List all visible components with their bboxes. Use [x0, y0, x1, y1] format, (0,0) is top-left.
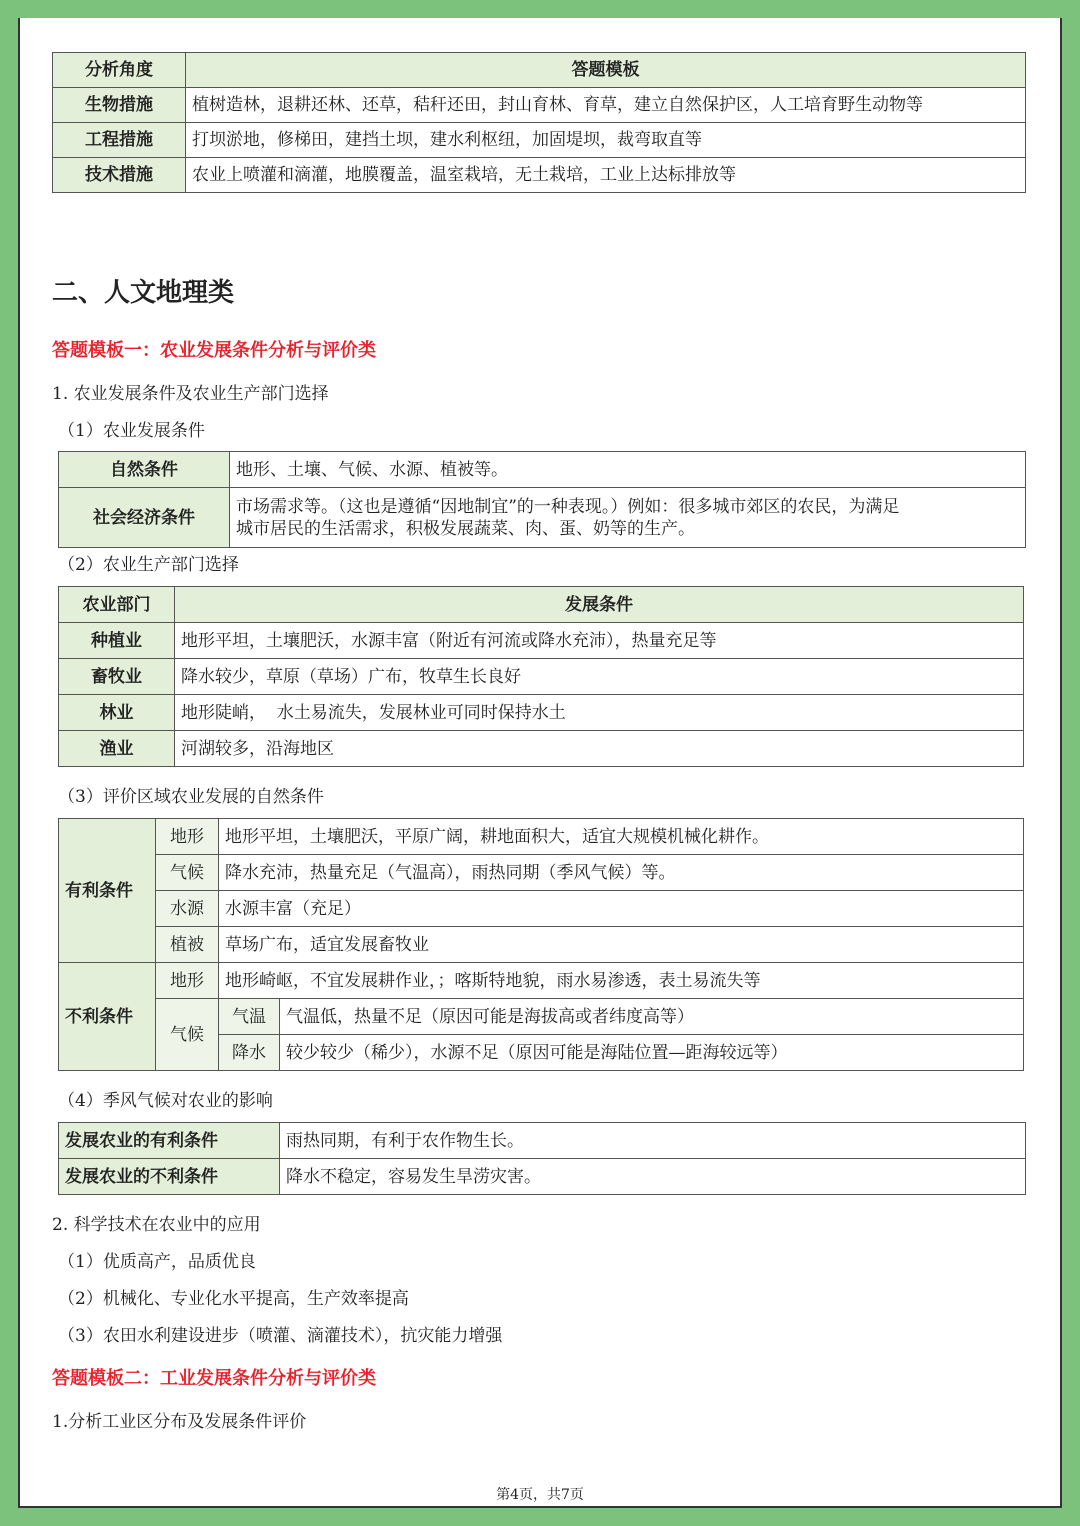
- list-item: （1）优质高产，品质优良: [58, 1252, 256, 1272]
- group-label: 有利条件: [59, 819, 156, 963]
- agri-sectors-table: [58, 586, 1024, 767]
- row-text: 打坝淤地，修梯田，建挡土坝，建水利枢纽，加固堤坝，裁弯取直等: [186, 123, 1026, 158]
- row-label: 工程措施: [53, 123, 186, 158]
- factor-label: 气候: [156, 999, 219, 1071]
- item-title: 1.分析工业区分布及发展条件评价: [52, 1412, 307, 1432]
- subsection-title: （3）评价区域农业发展的自然条件: [58, 787, 324, 807]
- template-title: 答题模板二：工业发展条件分析与评价类: [52, 1368, 376, 1389]
- row-text: 农业上喷灌和滴灌，地膜覆盖，温室栽培，无土栽培，工业上达标排放等: [186, 158, 1026, 193]
- row-label: 发展农业的有利条件: [59, 1123, 280, 1159]
- row-text: 降水较少，草原（草场）广布，牧草生长良好: [175, 659, 1024, 695]
- section-title: 二、人文地理类: [52, 278, 235, 308]
- row-text: 草场广布，适宜发展畜牧业: [219, 927, 1024, 963]
- factor-label: 植被: [156, 927, 219, 963]
- factor-label: 地形: [156, 963, 219, 999]
- subfactor-label: 降水: [219, 1035, 280, 1071]
- list-item: （3）农田水利建设进步（喷灌、滴灌技术），抗灾能力增强: [58, 1326, 503, 1346]
- document-page: [18, 18, 1062, 1508]
- row-text: 降水不稳定，容易发生旱涝灾害。: [280, 1159, 1026, 1195]
- table-header: 答题模板: [186, 53, 1026, 88]
- soil-measures-table: [52, 52, 1026, 193]
- row-text: 植树造林，退耕还林、还草，秸秆还田，封山育林、育草，建立自然保护区，人工培育野生动物等: [186, 88, 1026, 123]
- table-header: 发展条件: [175, 587, 1024, 623]
- item-title: 1. 农业发展条件及农业生产部门选择: [52, 384, 329, 404]
- subsection-title: （4）季风气候对农业的影响: [58, 1091, 273, 1111]
- list-item: （2）机械化、专业化水平提高，生产效率提高: [58, 1289, 409, 1309]
- row-text: 气温低，热量不足（原因可能是海拔高或者纬度高等）: [280, 999, 1024, 1035]
- row-text: 河湖较多，沿海地区: [175, 731, 1024, 767]
- row-text: 地形平坦，土壤肥沃，水源丰富（附近有河流或降水充沛），热量充足等: [175, 623, 1024, 659]
- natural-conditions-table: [58, 818, 1024, 1071]
- row-text: 较少较少（稀少），水源不足（原因可能是海陆位置—距海较远等）: [280, 1035, 1024, 1071]
- page-number: 第4页，共7页: [496, 1487, 584, 1503]
- table-header: 农业部门: [59, 587, 175, 623]
- row-label: 渔业: [59, 731, 175, 767]
- row-label: 社会经济条件: [59, 488, 230, 548]
- item-title: 2. 科学技术在农业中的应用: [52, 1215, 261, 1235]
- subsection-title: （2）农业生产部门选择: [58, 555, 239, 575]
- row-label: 种植业: [59, 623, 175, 659]
- row-label: 自然条件: [59, 452, 230, 488]
- table-header: 分析角度: [53, 53, 186, 88]
- factor-label: 地形: [156, 819, 219, 855]
- group-label: 不利条件: [59, 963, 156, 1071]
- subfactor-label: 气温: [219, 999, 280, 1035]
- subsection-title: （1）农业发展条件: [58, 421, 205, 441]
- monsoon-impact-table: [58, 1122, 1026, 1195]
- template-title: 答题模板一：农业发展条件分析与评价类: [52, 340, 376, 361]
- row-label: 生物措施: [53, 88, 186, 123]
- row-label: 畜牧业: [59, 659, 175, 695]
- agri-conditions-table: [58, 451, 1026, 548]
- row-text: 雨热同期，有利于农作物生长。: [280, 1123, 1026, 1159]
- row-text: 水源丰富（充足）: [219, 891, 1024, 927]
- row-label: 林业: [59, 695, 175, 731]
- row-text: 地形崎岖，不宜发展耕作业，；喀斯特地貌，雨水易渗透，表土易流失等: [219, 963, 1024, 999]
- row-text: 市场需求等。（这也是遵循“因地制宜”的一种表现。）例如：很多城市郊区的农民，为满足 城市居民的生活需求，积极发展蔬菜、肉、蛋、奶等的生产。: [230, 488, 1026, 548]
- factor-label: 水源: [156, 891, 219, 927]
- row-text: 降水充沛，热量充足（气温高），雨热同期（季风气候）等。: [219, 855, 1024, 891]
- row-text: 地形平坦，土壤肥沃，平原广阔，耕地面积大，适宜大规模机械化耕作。: [219, 819, 1024, 855]
- row-text: 地形陡峭， 水土易流失，发展林业可同时保持水土: [175, 695, 1024, 731]
- factor-label: 气候: [156, 855, 219, 891]
- row-label: 技术措施: [53, 158, 186, 193]
- row-text: 地形、土壤、气候、水源、植被等。: [230, 452, 1026, 488]
- row-label: 发展农业的不利条件: [59, 1159, 280, 1195]
